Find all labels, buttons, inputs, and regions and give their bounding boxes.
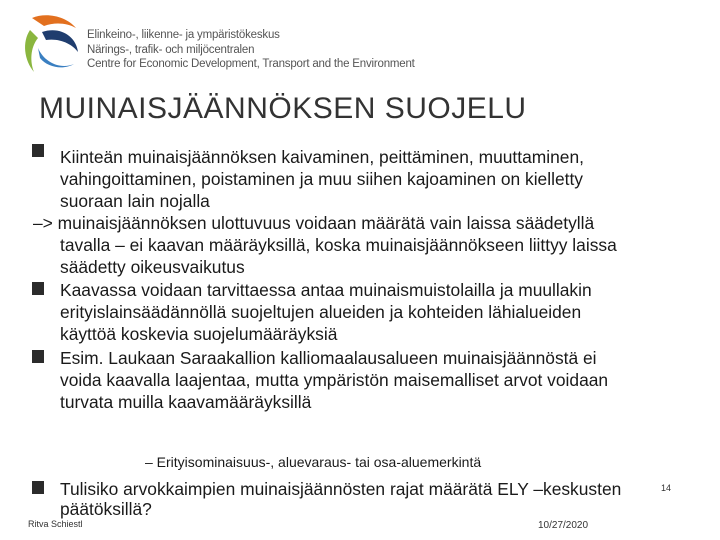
page-number: 14 bbox=[661, 483, 672, 493]
bullet-square-icon bbox=[32, 282, 44, 295]
logo-navy-arc bbox=[42, 30, 78, 52]
org-name-swedish: Närings-, trafik- och miljöcentralen bbox=[87, 43, 255, 56]
org-name-finnish: Elinkeino-, liikenne- ja ympäristökeskus bbox=[87, 29, 280, 41]
arrow-line-1: –> muinaisjäännöksen ulottuvuus voidaan määrätä vain laissa säädetyllä bbox=[33, 213, 595, 233]
bullet-1-line-3: suoraan lain nojalla bbox=[60, 191, 210, 211]
bullet-square-icon bbox=[32, 481, 44, 494]
arrow-line-3: säädetty oikeusvaikutus bbox=[60, 257, 245, 277]
bullet-2-line-2: erityislainsäädännöllä suojeltujen alueiden ja kohteiden lähialueiden bbox=[60, 302, 582, 322]
bullet-square-icon bbox=[32, 350, 44, 363]
bullet-3-line-2: voida kaavalla laajentaa, mutta ympäristön maisemalliset arvot voidaan bbox=[60, 370, 609, 390]
org-name-english: Centre for Economic Development, Transport and the Environment bbox=[87, 58, 415, 70]
arrow-line-2: tavalla – ei kaavan määräyksillä, koska muinaisjäännökseen liittyy laissa bbox=[60, 235, 617, 255]
bullet-4-line-1: Tulisiko arvokkaimpien muinaisjäännösten rajat määrätä ELY –keskusten bbox=[60, 479, 622, 499]
logo-orange-arc bbox=[32, 15, 76, 28]
bullet-3-line-1: Esim. Laukaan Saraakallion kalliomaalausalueen muinaisjäännöstä ei bbox=[60, 348, 597, 368]
footer-author: Ritva Schiestl bbox=[28, 519, 83, 529]
bullet-1-line-2: vahingoittaminen, poistaminen ja muu siihen kajoaminen on kielletty bbox=[60, 169, 583, 189]
bullet-square-icon bbox=[32, 144, 44, 157]
slide-title: MUINAISJÄÄNNÖKSEN SUOJELU bbox=[39, 92, 527, 125]
bullet-1-line-1: Kiinteän muinaisjäännöksen kaivaminen, peittäminen, muuttaminen, bbox=[60, 147, 584, 167]
bullet-2-line-3: käyttöä koskevia suojelumääräyksiä bbox=[60, 324, 338, 344]
footer-date: 10/27/2020 bbox=[538, 520, 589, 531]
bullet-2-line-1: Kaavassa voidaan tarvittaessa antaa muinaismuistolailla ja muullakin bbox=[60, 280, 592, 300]
ely-logo-icon bbox=[20, 14, 82, 76]
logo-green-arc bbox=[25, 30, 38, 72]
bullet-3-line-3: turvata muilla kaavamääräyksillä bbox=[60, 392, 312, 412]
organization-name bbox=[87, 28, 415, 72]
sub-bullet-item: – Erityisominaisuus-, aluevaraus- tai osa-aluemerkintä bbox=[145, 454, 482, 470]
bullet-4-line-2: päätöksillä? bbox=[60, 499, 152, 519]
logo-blue-arc bbox=[38, 48, 74, 67]
